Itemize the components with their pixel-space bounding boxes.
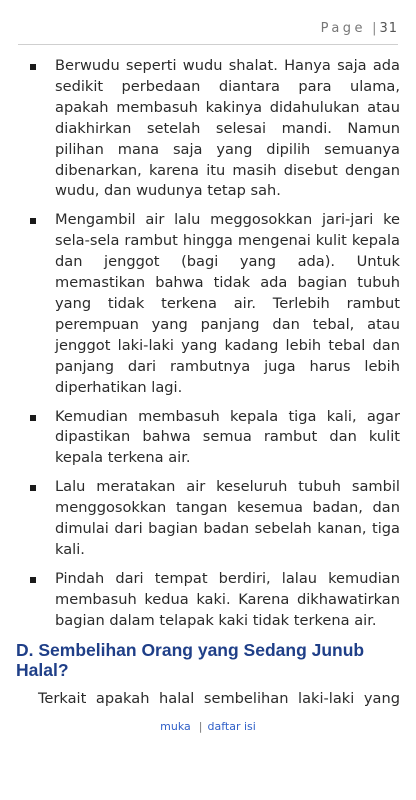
list-item-text: Lalu meratakan air keseluruh tubuh sambil menggosokkan tangan kesemua badan, dan dimulai dari bagian badan sebelah kanan, tiga kali. — [55, 478, 400, 558]
page-number: 31 — [379, 20, 398, 36]
square-bullet-icon — [30, 485, 36, 491]
body-paragraph: Terkait apakah halal sembelihan laki-laki yang — [38, 689, 400, 707]
list-item-text: Kemudian membasuh kepala tiga kali, agar dipastikan bahwa semua rambut dan kulit kepala terkena air. — [55, 407, 400, 467]
table-of-contents-link[interactable]: daftar isi — [207, 720, 256, 733]
square-bullet-icon — [30, 415, 36, 421]
list-item — [30, 477, 400, 561]
square-bullet-icon — [30, 218, 36, 224]
page-content — [0, 56, 416, 709]
square-bullet-icon — [30, 64, 36, 70]
page-header — [321, 18, 398, 38]
home-link[interactable]: muka — [160, 720, 191, 733]
square-bullet-icon — [30, 577, 36, 583]
list-item — [30, 210, 400, 398]
list-item — [30, 407, 400, 470]
list-item — [30, 569, 400, 632]
list-item-text: Pindah dari tempat berdiri, lalau kemudian membasuh kedua kaki. Karena dikhawatirkan bagian dalam telapak kaki tidak terkena air. — [55, 569, 400, 629]
list-item-text: Mengambil air lalu meggosokkan jari-jari ke sela-sela rambut hingga mengenai kulit kepala dan jenggot (bagi yang ada). Untuk memastikan bahwa tidak ada bagian tubuh yang tidak terkena air. Terlebih rambut perempuan yang panjang dan tebal, atau jenggot laki-laki yang kadang lebih tebal dan panjang dari rambutnya juga harus lebih diperhatikan lagi. — [55, 211, 400, 396]
footer-nav — [0, 720, 416, 733]
bullet-list — [30, 56, 400, 632]
footer-separator: | — [198, 720, 203, 733]
page-label: Page — [320, 20, 367, 36]
section-heading: D. Sembelihan Orang yang Sedang Junub Halal? — [16, 639, 365, 680]
page-separator: | — [372, 20, 377, 36]
header-divider — [18, 44, 398, 45]
list-item — [30, 56, 400, 202]
list-item-text: Berwudu seperti wudu shalat. Hanya saja ada sedikit perbedaan diantara para ulama, apakah membasuh kakinya didahulukan atau diakhirkan setelah selesai mandi. Namun pilihan mana saja yang dipilih semuanya dibenarkan, karena itu masih disebut dengan wudu, dan wudunya tetap sah. — [55, 57, 400, 200]
